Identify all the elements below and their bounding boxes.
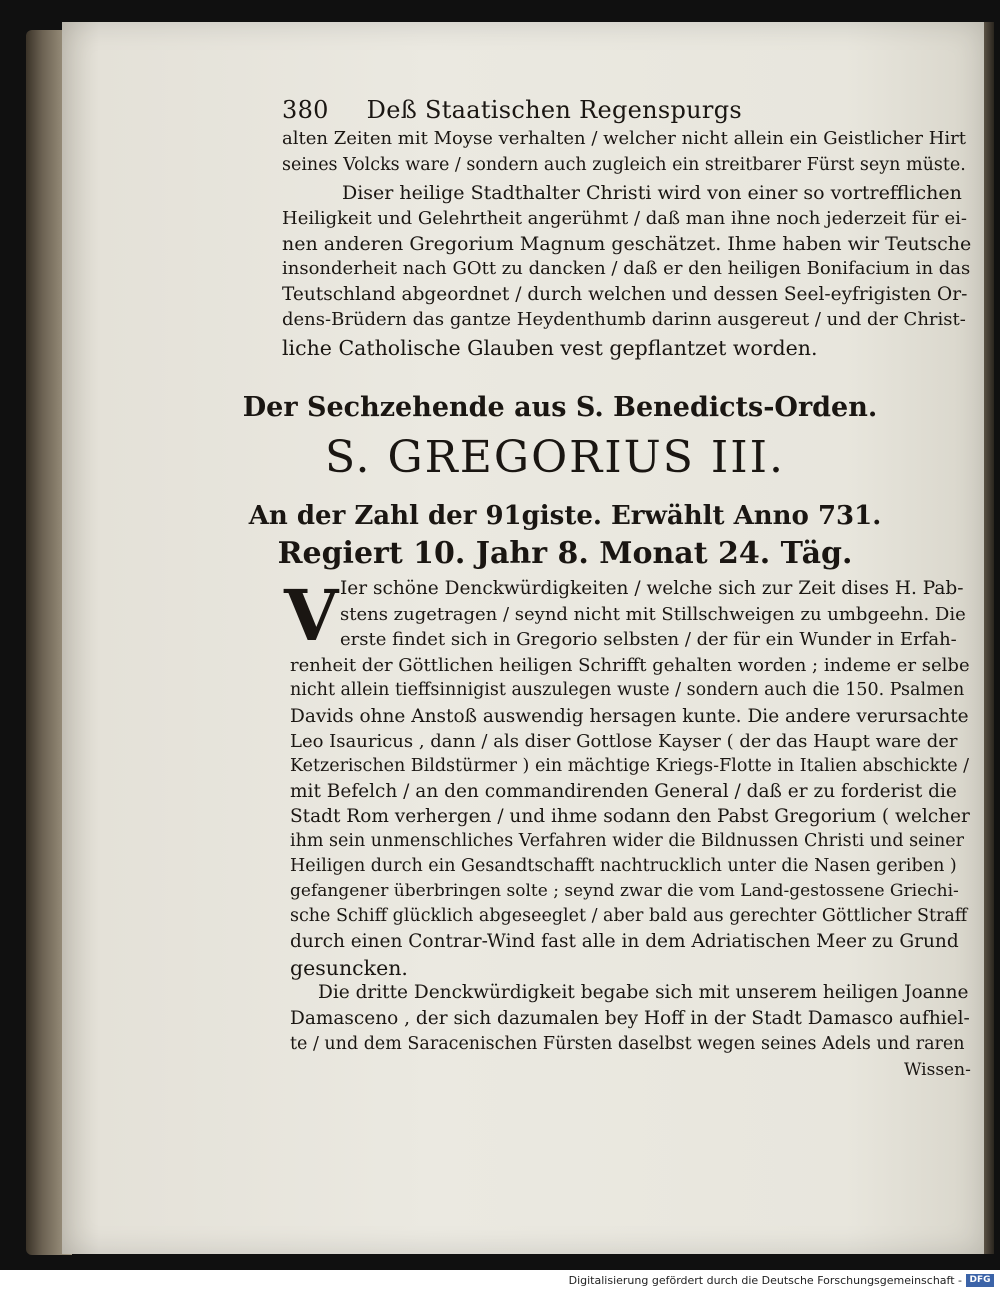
pope-name-heading: S. GREGORIUS III. xyxy=(324,432,785,483)
body-line: mit Befelch / an den commandirenden General / daß er zu forderist die xyxy=(290,781,957,802)
intro-line: Teutschland abgeordnet / durch welchen und dessen Seel-eyfrigisten Or- xyxy=(282,284,968,305)
body-line: Ier schöne Denckwürdigkeiten / welche sich zur Zeit dises H. Pab- xyxy=(340,578,964,599)
order-heading: Der Sechzehende aus S. Benedicts-Orden. xyxy=(242,392,878,423)
dfg-logo: DFG xyxy=(966,1274,994,1287)
intro-line: Heiligkeit und Gelehrtheit angerühmt / daß man ihne noch jederzeit für ei- xyxy=(282,208,967,229)
drop-cap: V xyxy=(284,574,339,657)
number-heading: An der Zahl der 91giste. Erwählt Anno 731. xyxy=(248,501,882,531)
body-line: sche Schiff glücklich abgeseeglet / aber bald aus gerechter Göttlicher Straff xyxy=(290,906,968,926)
body-line: nicht allein tieffsinnigist auszulegen wuste / sondern auch die 150. Psalmen xyxy=(290,680,965,700)
intro-line: nen anderen Gregorium Magnum geschätzet. Ihme haben wir Teutsche xyxy=(282,233,972,255)
body-line: Damasceno , der sich dazumalen bey Hoff in der Stadt Damasco aufhiel- xyxy=(290,1008,970,1029)
page-number: 380 xyxy=(282,96,329,124)
intro-line: Diser heilige Stadthalter Christi wird von einer so vortrefflichen xyxy=(342,182,962,204)
catchword: Wissen- xyxy=(904,1060,971,1080)
body-line: Leo Isauricus , dann / als diser Gottlose Kayser ( der das Haupt ware der xyxy=(290,731,958,752)
intro-line: seines Volcks ware / sondern auch zugleich ein streitbarer Fürst seyn müste. xyxy=(282,155,966,175)
running-header xyxy=(282,98,742,122)
intro-line: insonderheit nach GOtt zu dancken / daß er den heiligen Bonifacium in das xyxy=(282,258,971,279)
funding-credit: Digitalisierung gefördert durch die Deutsche Forschungsgemeinschaft - xyxy=(568,1274,962,1287)
body-line: erste findet sich in Gregorio selbsten / der für ein Wunder in Erfah- xyxy=(340,629,957,650)
body-line: gesuncken. xyxy=(290,956,408,980)
body-line: Davids ohne Anstoß auswendig hersagen kunte. Die andere verursachte xyxy=(290,706,969,727)
body-line: stens zugetragen / seynd nicht mit Stillschweigen zu umbgeehn. Die xyxy=(340,604,966,625)
intro-line: liche Catholische Glauben vest gepflantzet worden. xyxy=(282,336,818,360)
intro-line: dens-Brüdern das gantze Heydenthumb darinn ausgereut / und der Christ- xyxy=(282,309,966,330)
body-line: Ketzerischen Bildstürmer ) ein mächtige Kriegs-Flotte in Italien abschickte / xyxy=(290,756,970,776)
reign-heading: Regiert 10. Jahr 8. Monat 24. Täg. xyxy=(277,536,853,571)
body-line: Stadt Rom verhergen / und ihme sodann den Pabst Gregorium ( welcher xyxy=(290,806,970,827)
body-line: Die dritte Denckwürdigkeit begabe sich mit unserem heiligen Joanne xyxy=(318,982,969,1003)
intro-line: alten Zeiten mit Moyse verhalten / welcher nicht allein ein Geistlicher Hirt xyxy=(282,128,966,149)
body-line: gefangener überbringen solte ; seynd zwar die vom Land-gestossene Griechi- xyxy=(290,881,959,901)
body-line: renheit der Göttlichen heiligen Schrifft gehalten worden ; indeme er selbe xyxy=(290,655,970,676)
body-line: ihm sein unmenschliches Verfahren wider die Bildnussen Christi und seiner xyxy=(290,831,965,851)
body-line: Heiligen durch ein Gesandtschafft nachtrucklich unter die Nasen geriben ) xyxy=(290,856,957,876)
page-right-edge xyxy=(984,22,994,1254)
footer-bar xyxy=(0,1270,1000,1291)
running-title: Deß Staatischen Regenspurgs xyxy=(366,96,742,124)
body-line: durch einen Contrar-Wind fast alle in dem Adriatischen Meer zu Grund xyxy=(290,931,959,952)
body-line: te / und dem Saracenischen Fürsten daselbst wegen seines Adels und raren xyxy=(290,1034,965,1054)
